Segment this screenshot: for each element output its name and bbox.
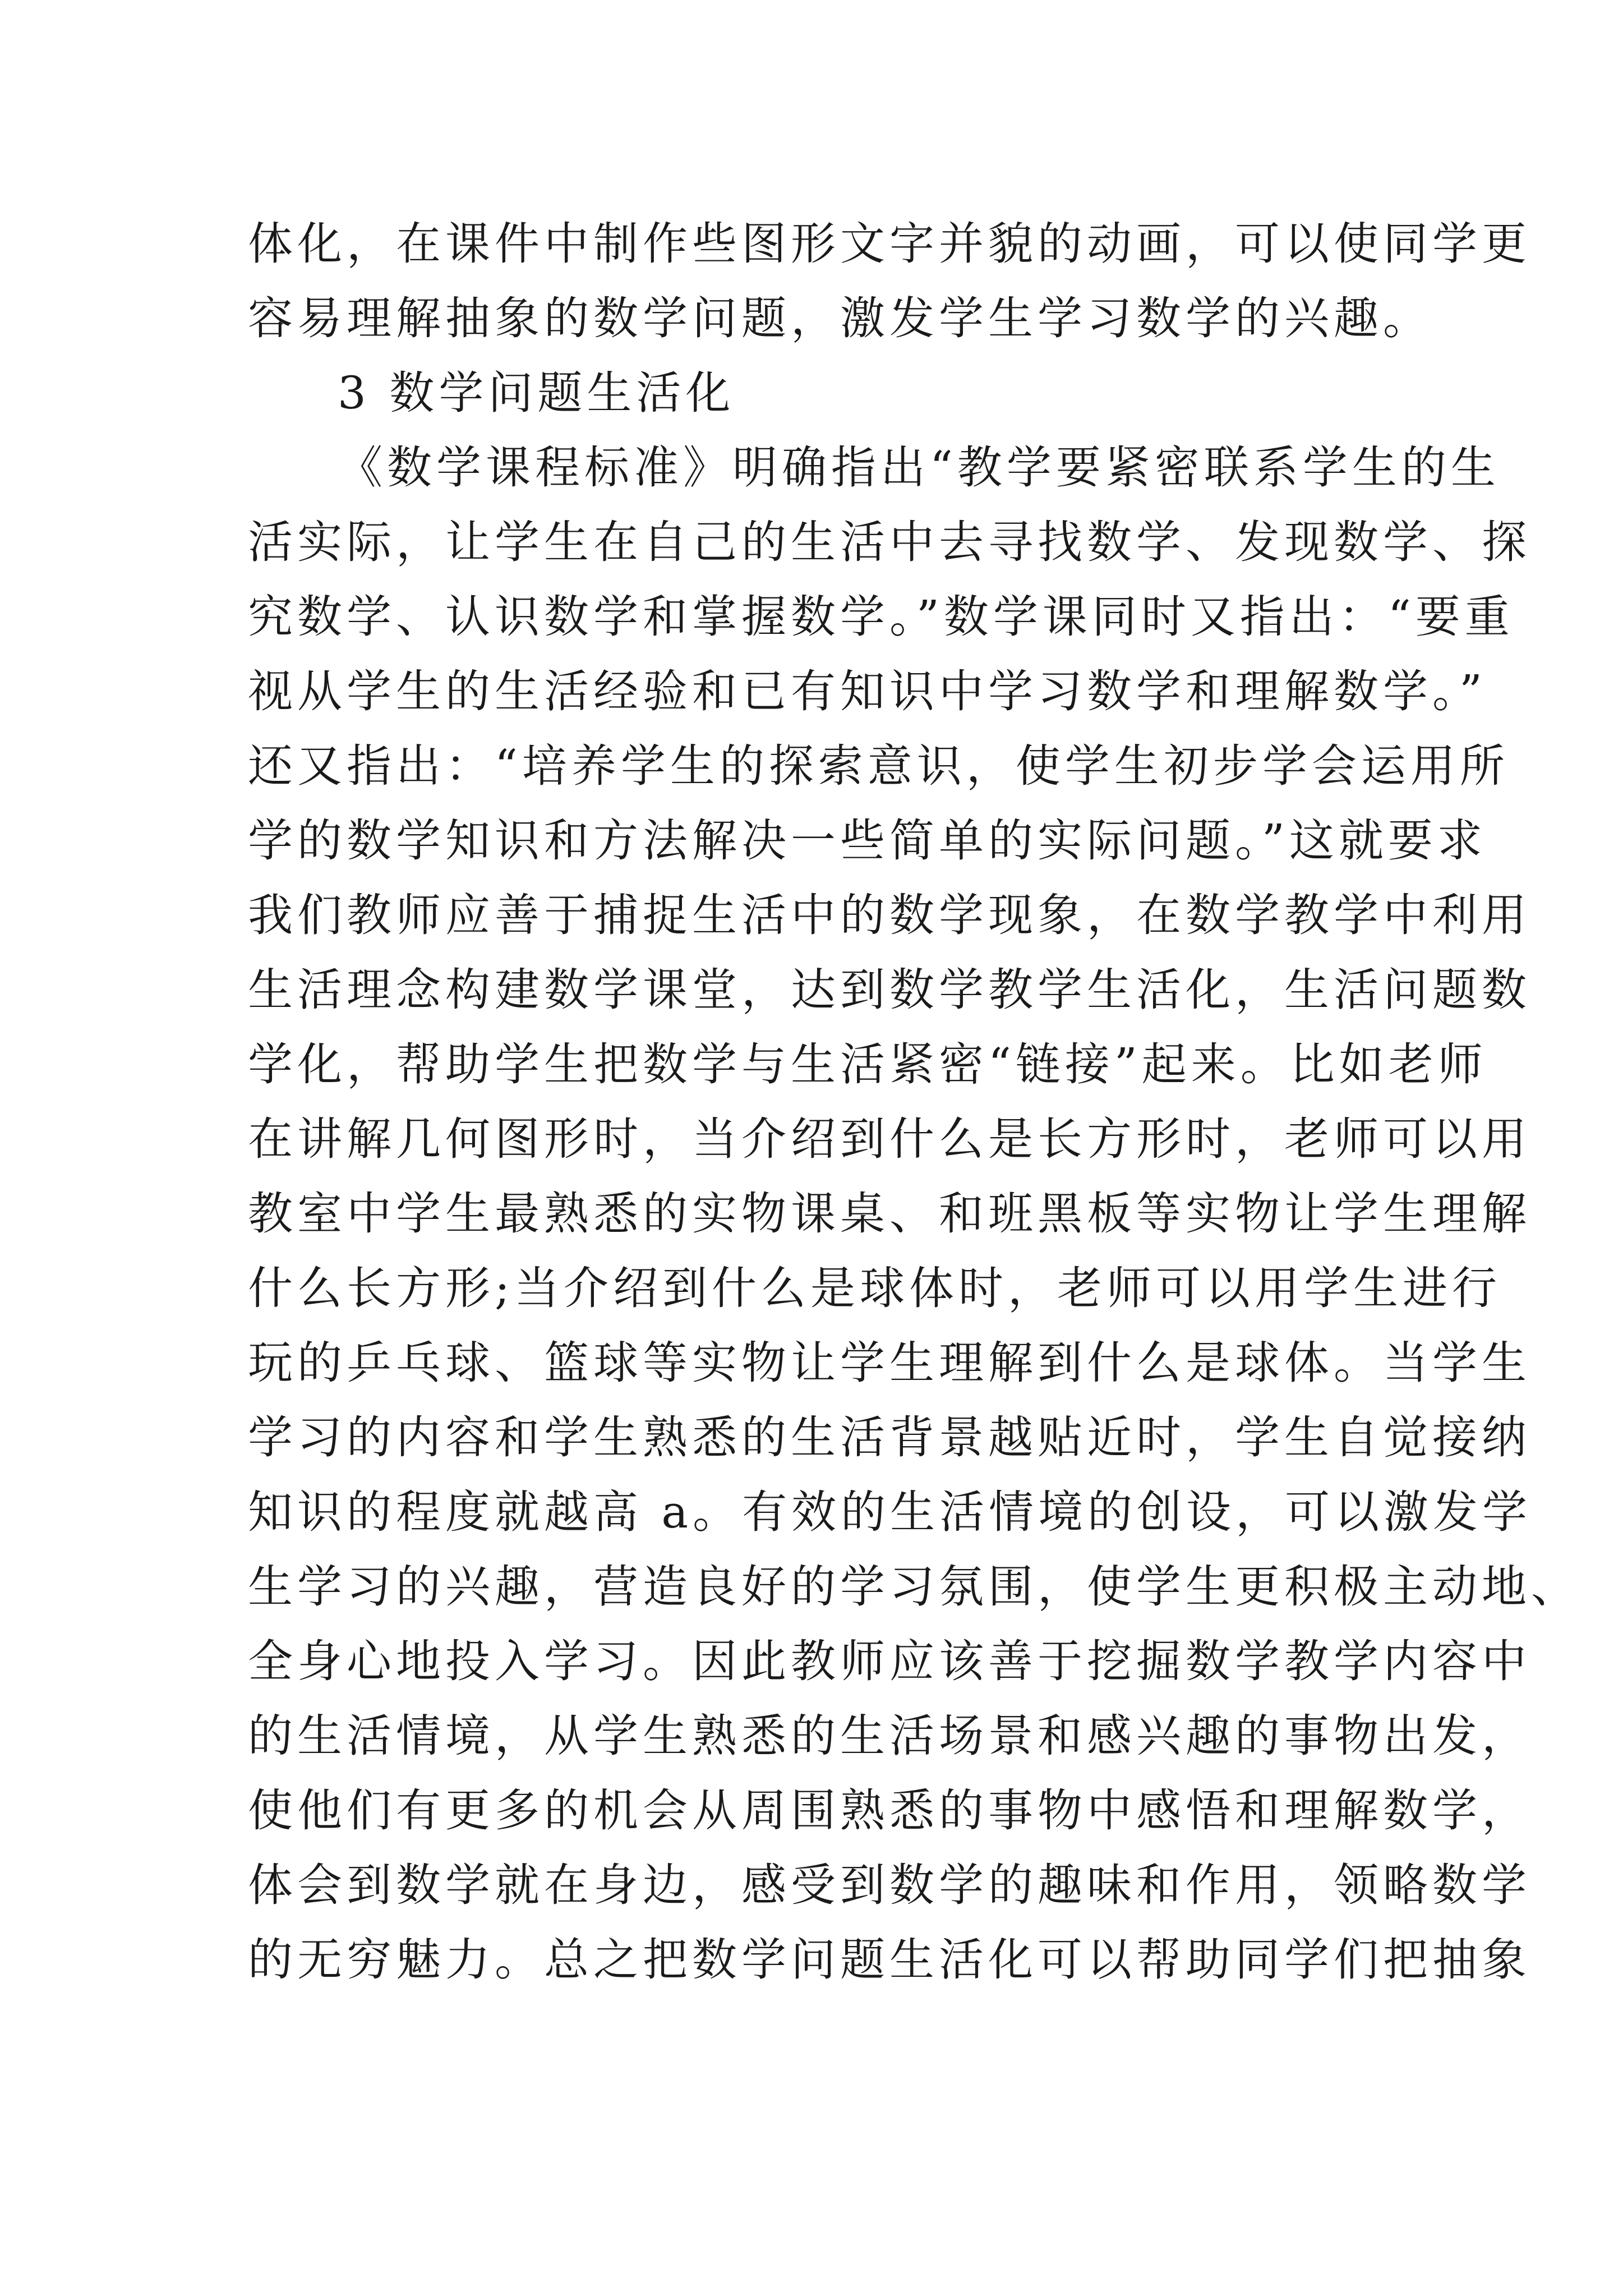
text-line: 生活理念构建数学课堂，达到数学教学生活化，生活问题数 bbox=[248, 964, 1531, 1016]
text-line: 全身心地投入学习。因此教师应该善于挖掘数学教学内容中 bbox=[248, 1635, 1531, 1687]
text-line: 还又指出：“培养学生的探索意识，使学生初步学会运用所 bbox=[248, 740, 1509, 792]
text-line: 教室中学生最熟悉的实物课桌、和班黑板等实物让学生理解 bbox=[248, 1188, 1531, 1240]
text-line: 知识的程度就越高 a。有效的生活情境的创设，可以激发学 bbox=[248, 1486, 1532, 1538]
text-line: 学习的内容和学生熟悉的生活背景越贴近时，学生自觉接纳 bbox=[248, 1411, 1531, 1464]
text-line: 使他们有更多的机会从周围熟悉的事物中感悟和理解数学， bbox=[248, 1784, 1531, 1837]
text-line: 我们教师应善于捕捉生活中的数学现象，在数学教学中利用 bbox=[248, 889, 1531, 941]
text-line: 体会到数学就在身边，感受到数学的趣味和作用，领略数学 bbox=[248, 1859, 1531, 1911]
text-line: 学的数学知识和方法解决一些简单的实际问题。”这就要求 bbox=[248, 815, 1487, 867]
text-line: 容易理解抽象的数学问题，激发学生学习数学的兴趣。 bbox=[248, 292, 1432, 344]
text-line: 在讲解几何图形时，当介绍到什么是长方形时，老师可以用 bbox=[248, 1113, 1531, 1165]
text-line: 的无穷魅力。总之把数学问题生活化可以帮助同学们把抽象 bbox=[248, 1934, 1531, 1986]
text-line: 的生活情境，从学生熟悉的生活场景和感兴趣的事物出发， bbox=[248, 1710, 1531, 1762]
body-text bbox=[248, 206, 1580, 1997]
section-heading: 3 数学问题生活化 bbox=[338, 367, 735, 419]
text-line: 究数学、认识数学和掌握数学。”数学课同时又指出：“要重 bbox=[248, 591, 1514, 643]
text-line: 活实际，让学生在自己的生活中去寻找数学、发现数学、探 bbox=[248, 516, 1531, 568]
text-line: 体化，在课件中制作些图形文字并貌的动画，可以使同学更 bbox=[248, 218, 1531, 270]
text-line: 什么长方形;当介绍到什么是球体时，老师可以用学生进行 bbox=[248, 1262, 1501, 1314]
text-line: 视从学生的生活经验和已有知识中学习数学和理解数学。” bbox=[248, 665, 1487, 717]
text-line: 生学习的兴趣，营造良好的学习氛围，使学生更积极主动地、 bbox=[248, 1561, 1580, 1613]
paragraph-first-line: 《数学课程标准》明确指出“教学要紧密联系学生的生 bbox=[338, 441, 1500, 494]
text-line: 学化，帮助学生把数学与生活紧密“链接”起来。比如老师 bbox=[248, 1038, 1487, 1091]
text-line: 玩的乒乓球、篮球等实物让学生理解到什么是球体。当学生 bbox=[248, 1337, 1531, 1389]
